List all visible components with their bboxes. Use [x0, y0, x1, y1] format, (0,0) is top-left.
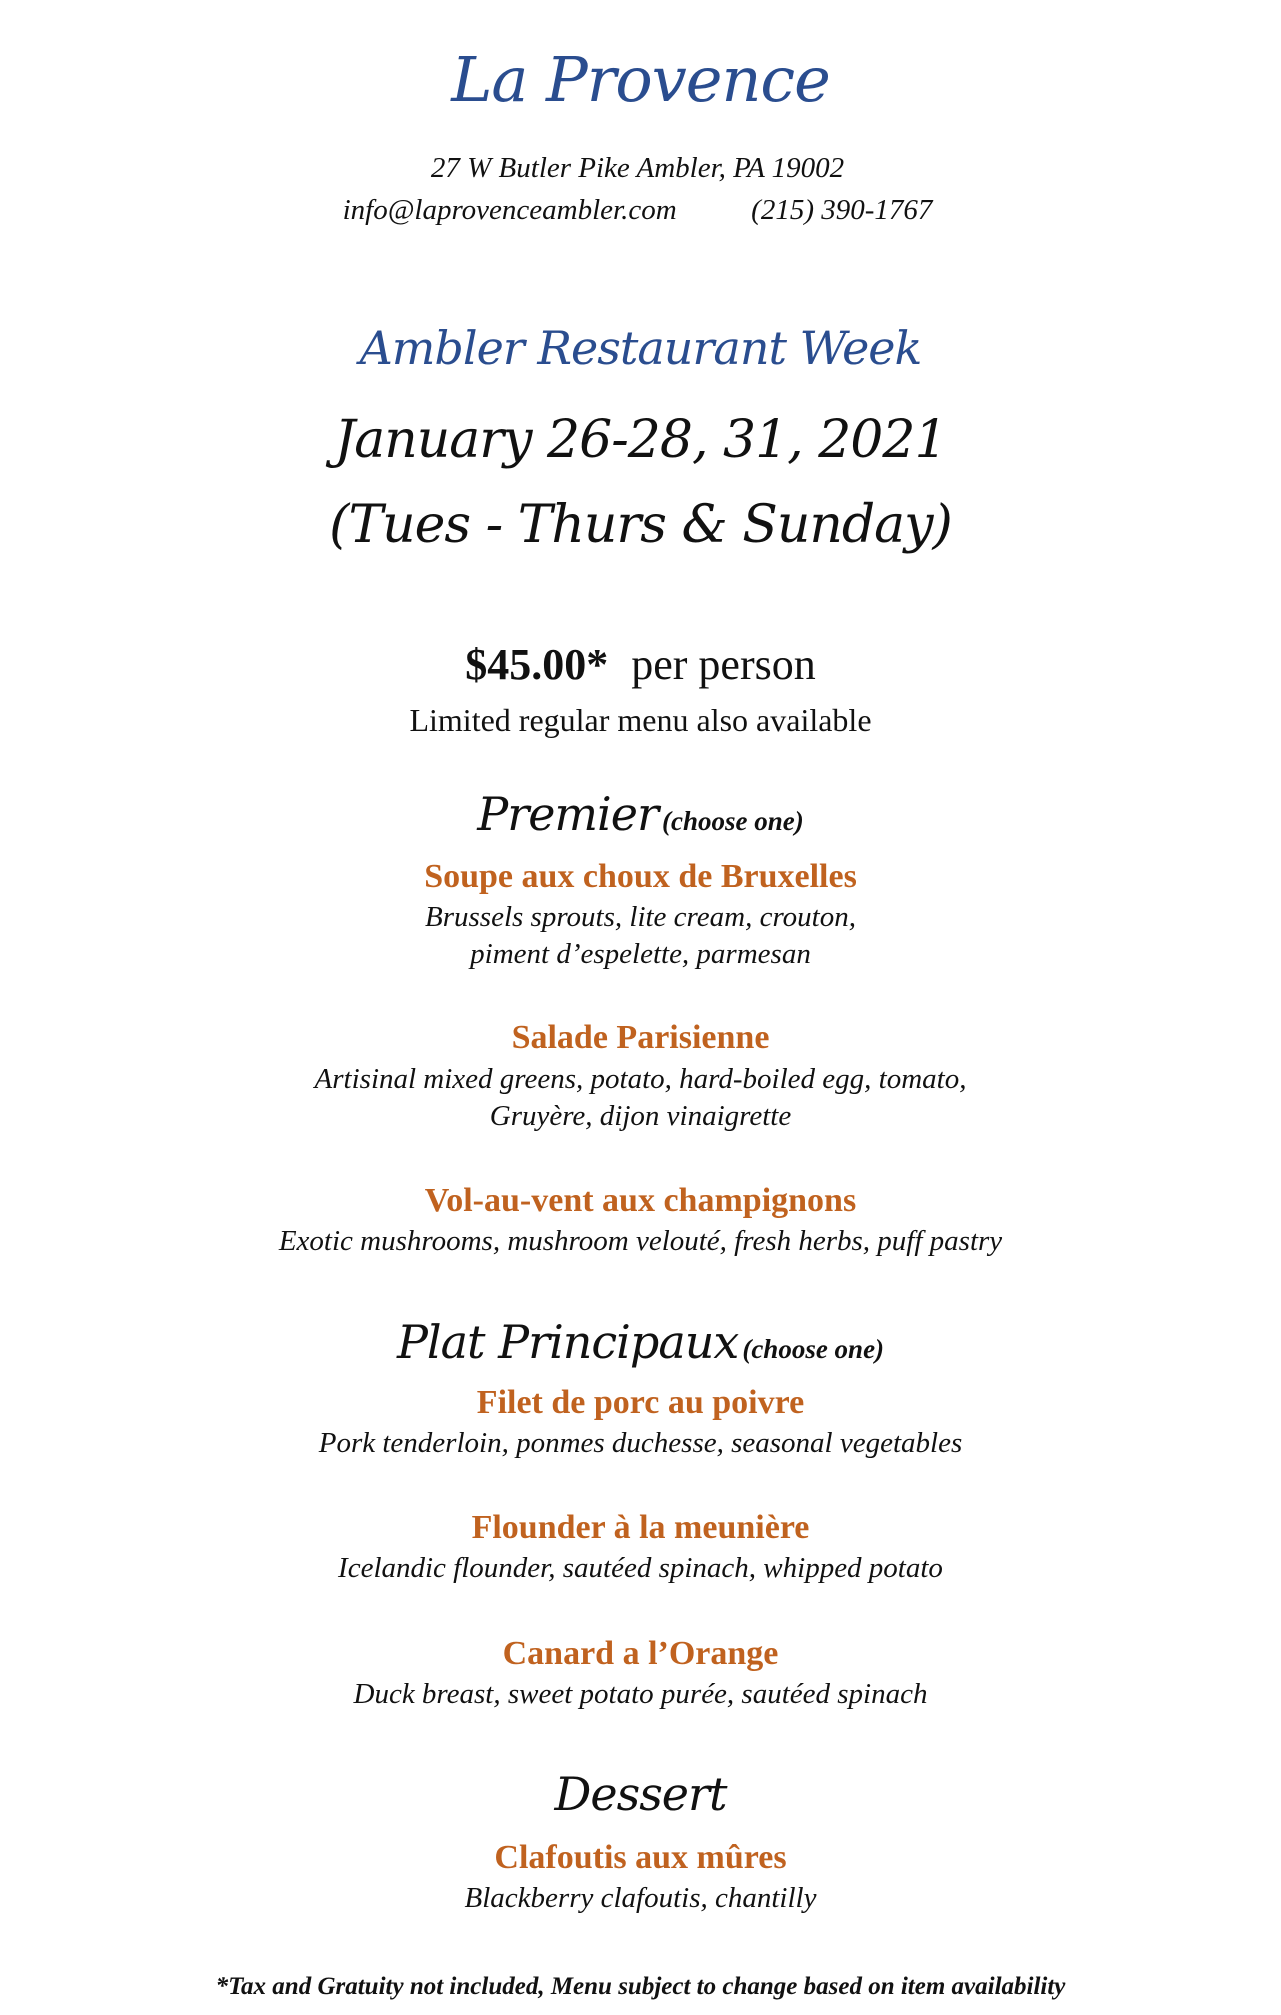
premier-choose: (choose one): [661, 806, 804, 836]
dessert-item-1-desc-1: Blackberry clafoutis, chantilly: [464, 1882, 817, 1914]
plat-item-1-desc-1: Pork tenderloin, ponmes duchesse, seasonal vegetables: [318, 1427, 963, 1459]
plat-item-3-desc-1: Duck breast, sweet potato purée, sautéed spinach: [353, 1678, 928, 1710]
plat-choose: (choose one): [742, 1334, 885, 1364]
price-per: per person: [631, 640, 816, 689]
plat-heading: [0, 1312, 1281, 1384]
event-days: (Tues - Thurs & Sunday): [329, 495, 952, 555]
restaurant-address: 27 W Butler Pike Ambler, PA 19002: [430, 152, 845, 184]
price-value: $45.00*: [465, 640, 609, 689]
footer-note: *Tax and Gratuity not included, Menu subject to change based on item availability: [215, 1973, 1066, 2000]
email-text: info@laprovenceambler.com: [342, 194, 677, 226]
premier-item-1-desc-1: Brussels sprouts, lite cream, crouton,: [425, 901, 856, 933]
plat-item-2-desc-1: Icelandic flounder, sautéed spinach, whipped potato: [338, 1552, 943, 1584]
premier-item-3-name: Vol-au-vent aux champignons: [424, 1182, 857, 1219]
dessert-item-1-name: Clafoutis aux mûres: [494, 1839, 787, 1876]
price-note: Limited regular menu also available: [409, 702, 872, 738]
premier-item-2-name: Salade Parisienne: [511, 1019, 770, 1056]
premier-item-1-desc-2: piment d’espelette, parmesan: [470, 938, 811, 970]
plat-item-3-name: Canard a l’Orange: [502, 1635, 779, 1672]
premier-heading: [0, 784, 1281, 856]
event-dates: January 26-28, 31, 2021: [334, 410, 947, 470]
plat-item-1-name: Filet de porc au poivre: [476, 1384, 805, 1421]
plat-item-2-name: Flounder à la meunière: [471, 1509, 810, 1546]
dessert-title: Dessert: [554, 1767, 727, 1821]
restaurant-name: La Provence: [451, 43, 830, 116]
premier-item-2-desc-1: Artisinal mixed greens, potato, hard-boiled egg, tomato,: [314, 1063, 967, 1095]
premier-item-2-desc-2: Gruyère, dijon vinaigrette: [489, 1100, 792, 1132]
event-title: Ambler Restaurant Week: [359, 321, 922, 375]
price-line: [0, 638, 1281, 692]
premier-item-1-name: Soupe aux choux de Bruxelles: [424, 858, 857, 895]
premier-item-3-desc-1: Exotic mushrooms, mushroom velouté, fresh herbs, puff pastry: [278, 1225, 1003, 1257]
premier-title: Premier: [477, 787, 658, 841]
plat-title: Plat Principaux: [396, 1315, 739, 1369]
phone-text: (215) 390-1767: [751, 194, 933, 226]
contact-line: [0, 192, 1278, 228]
